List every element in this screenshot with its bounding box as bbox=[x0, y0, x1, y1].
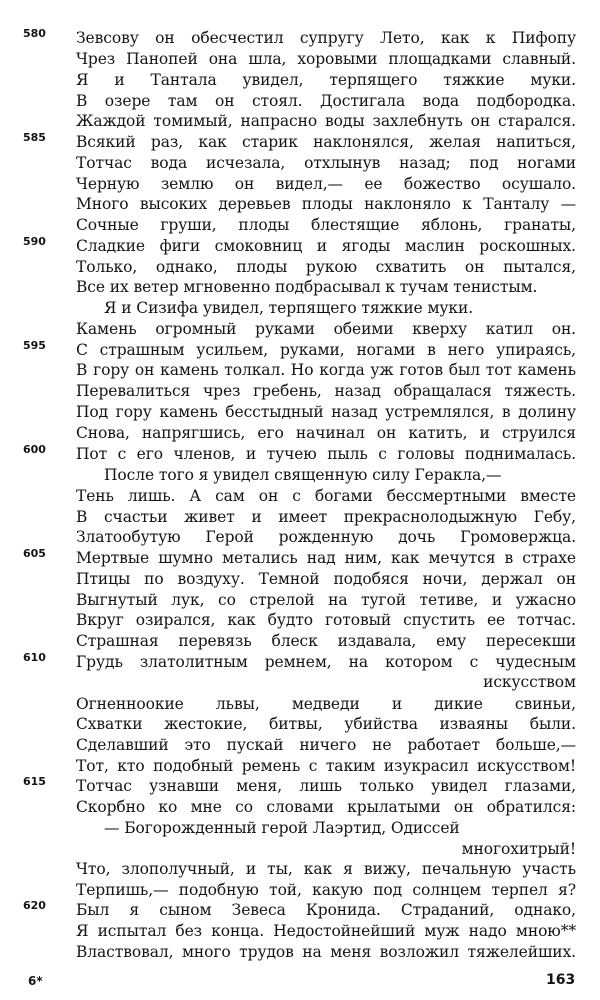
verse-line: Страшная перевязь блеск издавала, ему пересекши bbox=[76, 632, 576, 650]
verse-line: Грудь златолитным ремнем, на котором с чудесным bbox=[76, 653, 576, 671]
verse-line: Перевалиться чрез гребень, назад обращалася тяжесть. bbox=[76, 382, 576, 400]
verse-line: Сочные груши, плоды блестящие яблонь, гранаты, bbox=[76, 216, 576, 234]
verse-line: Зевсову он обесчестил супругу Лето, как к Пифопу bbox=[76, 29, 576, 47]
line-number: 620 bbox=[23, 899, 46, 912]
verse-line: Огненноокие львы, медведи и дикие свиньи, bbox=[76, 695, 576, 713]
line-number: 595 bbox=[23, 339, 46, 352]
line-number: 580 bbox=[23, 27, 46, 40]
verse-line: Тотчас узнавши меня, лишь только увидел глазами, bbox=[76, 777, 576, 795]
verse-line: Тот, кто подобный ремень с таким изукрасил искусством! bbox=[76, 757, 576, 775]
verse-line: Чрез Панопей она шла, хоровыми площадками славный. bbox=[76, 50, 576, 68]
verse-line-continuation: многохитрый! bbox=[461, 840, 576, 858]
verse-line: Сладкие фиги смоковниц и ягоды маслин роскошных. bbox=[76, 237, 576, 255]
verse-line: Что, злополучный, и ты, как я вижу, печальную участь bbox=[76, 860, 576, 878]
verse-line: Властвовал, много трудов на меня возложил тяжелейших. bbox=[76, 943, 576, 961]
line-number: 585 bbox=[23, 131, 46, 144]
verse-line: Тень лишь. А сам он с богами бессмертными вместе bbox=[76, 487, 576, 505]
verse-line: Черную землю он видел,— ее божество осушало. bbox=[76, 175, 576, 193]
verse-line: Схватки жестокие, битвы, убийства изваяны были. bbox=[76, 715, 576, 733]
verse-line: В гору он камень толкал. Но когда уж готов был тот камень bbox=[76, 361, 576, 379]
verse-line: Сделавший это пускай ничего не работает больше,— bbox=[76, 736, 576, 754]
line-number: 600 bbox=[23, 443, 46, 456]
verse-line: Тотчас вода исчезала, отхлынув назад; под ногами bbox=[76, 154, 576, 172]
line-number: 590 bbox=[23, 235, 46, 248]
verse-line-indented: После того я увидел священную силу Геракла,— bbox=[104, 466, 502, 484]
verse-line: Я и Тантала увидел, терпящего тяжкие муки. bbox=[76, 71, 576, 89]
printer-signature: 6* bbox=[28, 974, 43, 988]
verse-line: Только, однако, плоды рукою схватить он пытался, bbox=[76, 258, 576, 276]
verse-line: Вкруг озирался, как будто готовый спустить ее тотчас. bbox=[76, 611, 576, 629]
verse-line-indented: Я и Сизифа увидел, терпящего тяжкие муки. bbox=[104, 299, 474, 317]
verse-line: Скорбно ко мне со словами крылатыми он обратился: bbox=[76, 798, 576, 816]
verse-line: В озере там он стоял. Достигала вода подбородка. bbox=[76, 92, 576, 110]
verse-line: Все их ветер мгновенно подбрасывал к тучам тенистым. bbox=[76, 278, 538, 296]
verse-line: Мертвые шумно метались над ним, как мечутся в страхе bbox=[76, 549, 576, 567]
verse-line: Был я сыном Зевеса Кронида. Страданий, однако, bbox=[76, 901, 576, 919]
verse-line: Пот с его членов, и тучею пыль с головы поднималась. bbox=[76, 445, 576, 463]
verse-line: Под гору камень бесстыдный назад устремлялся, в долину bbox=[76, 403, 576, 421]
verse-line: Златообутую Герой рожденную дочь Громовержца. bbox=[76, 528, 576, 546]
verse-line: Птицы по воздуху. Темной подобяся ночи, держал он bbox=[76, 570, 576, 588]
verse-line: С страшным усильем, руками, ногами в него упираясь, bbox=[76, 341, 576, 359]
line-number: 605 bbox=[23, 547, 46, 560]
verse-line: В счастьи живет и имеет прекраснолодыжную Гебу, bbox=[76, 508, 576, 526]
line-number: 610 bbox=[23, 651, 46, 664]
page-number: 163 bbox=[546, 972, 576, 988]
verse-line: Жаждой томимый, напрасно воды захлебнуть он старался. bbox=[76, 112, 576, 130]
verse-line: Я испытал без конца. Недостойнейший муж надо мною** bbox=[76, 922, 576, 940]
verse-line-indented: — Богорожденный герой Лаэртид, Одиссей bbox=[104, 819, 460, 837]
verse-line: Снова, напрягшись, его начинал он катить, и струился bbox=[76, 424, 576, 442]
verse-line: Камень огромный руками обеими кверху катил он. bbox=[76, 320, 576, 338]
verse-line: Много высоких деревьев плоды наклоняло к Танталу — bbox=[76, 195, 576, 213]
verse-line: Всякий раз, как старик наклонялся, желая напиться, bbox=[76, 133, 576, 151]
verse-line-continuation: искусством bbox=[483, 673, 576, 691]
line-number: 615 bbox=[23, 775, 46, 788]
verse-line: Терпишь,— подобную той, какую под солнцем терпел я? bbox=[76, 881, 576, 899]
verse-line: Выгнутый лук, со стрелой на тугой тетиве, и ужасно bbox=[76, 591, 576, 609]
